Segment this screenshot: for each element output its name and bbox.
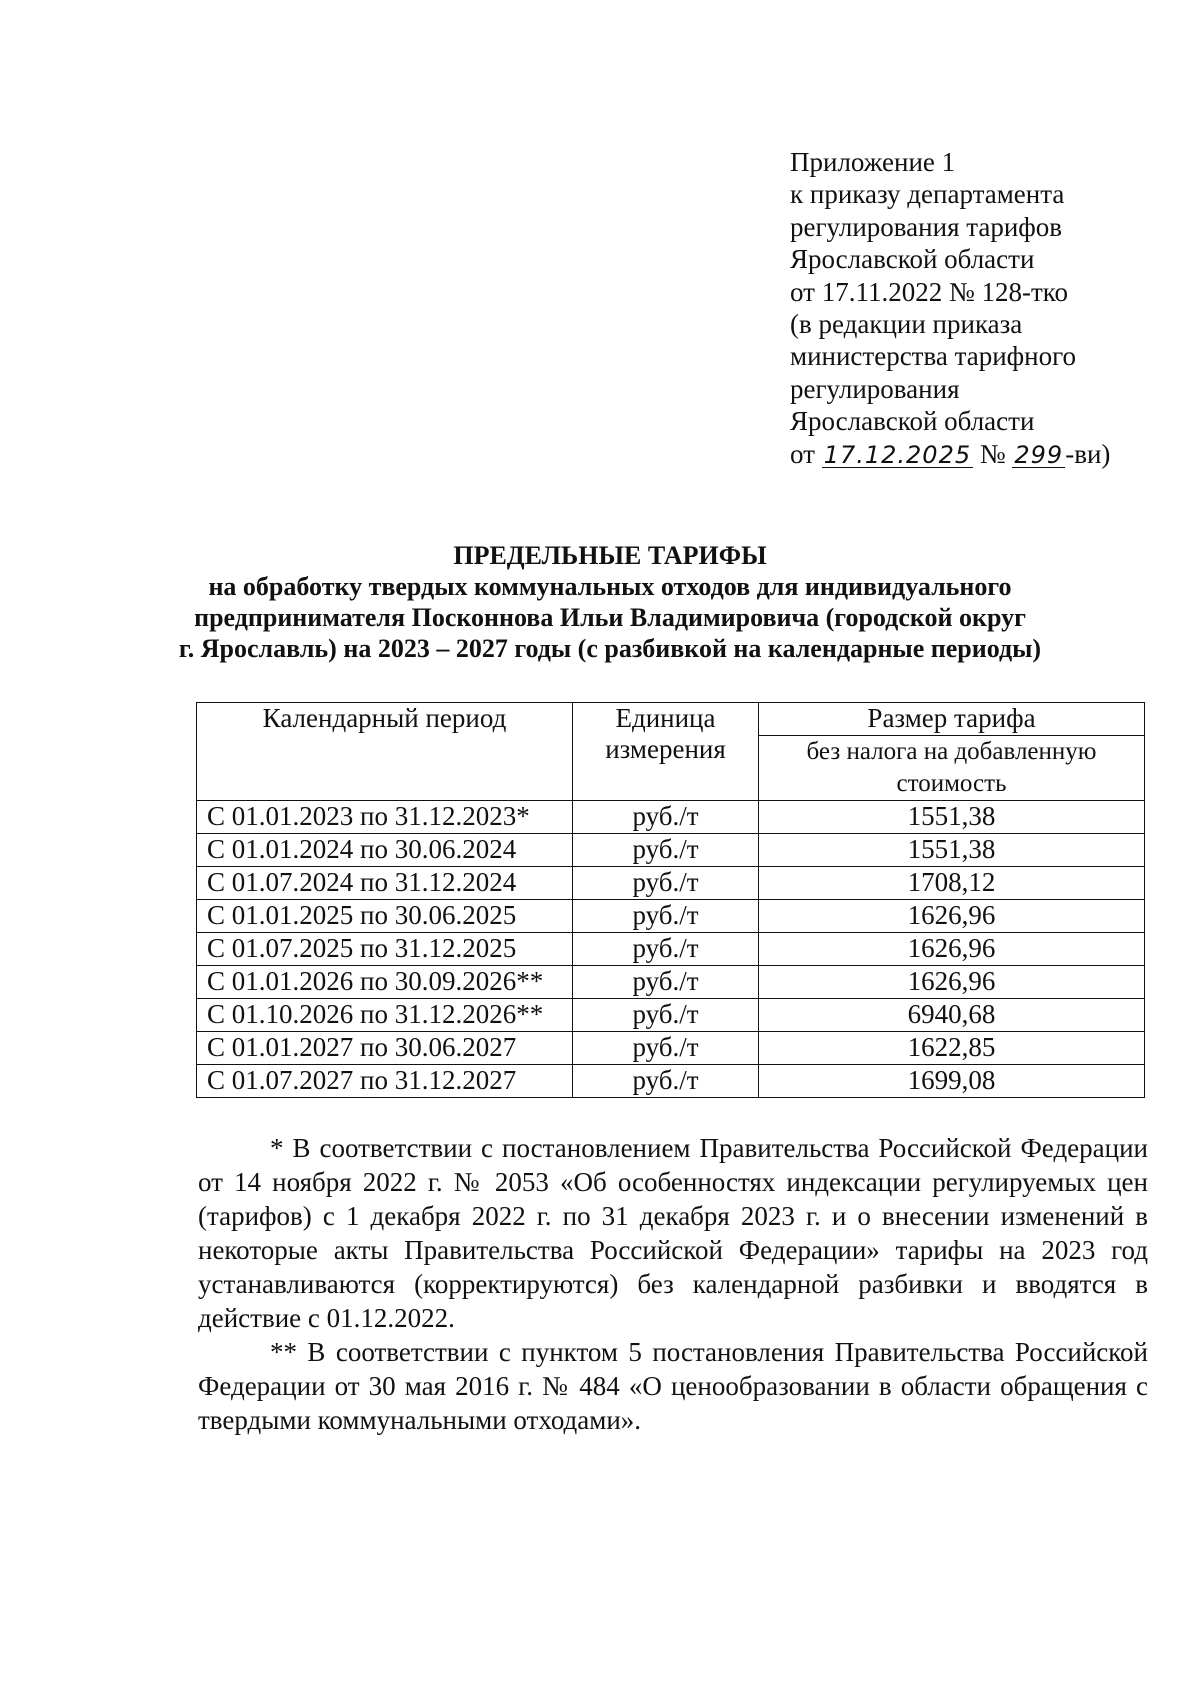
table-row [197,1032,1145,1065]
table-row [197,999,1145,1032]
cell-period: С 01.07.2025 по 31.12.2025 [197,933,573,966]
cell-unit: руб./т [573,1032,759,1065]
header-rate-sub: без налога на добавленную стоимость [759,736,1145,801]
cell-unit: руб./т [573,834,759,867]
table-row [197,1065,1145,1098]
cell-period: С 01.07.2024 по 31.12.2024 [197,867,573,900]
cell-period: С 01.01.2024 по 30.06.2024 [197,834,573,867]
cell-period: С 01.01.2025 по 30.06.2025 [197,900,573,933]
cell-period: С 01.01.2026 по 30.09.2026** [197,966,573,999]
header-rate: Размер тарифа [759,703,1145,736]
cell-value: 1699,08 [759,1065,1145,1098]
header-period: Календарный период [197,703,573,801]
appendix-block [790,146,1110,470]
footnote-1: * В соответствии с постановлением Правительства Российской Федерации от 14 ноября 2022 г. № 2053 «Об особенностях индексации регулируемых цен (тарифов) с 1 декабря 2022 г. по 31 декабря 2023 г. и о внесении изменений в некоторые акты Правительства Российской Федерации» тарифы на 2023 год устанавливаются (корректируются) без календарной разбивки и вводятся в действие с 01.12.2022. [198,1133,1148,1333]
cell-value: 6940,68 [759,999,1145,1032]
table-row [197,933,1145,966]
cell-unit: руб./т [573,999,759,1032]
appendix-line: Ярославской области [790,406,1035,437]
appendix-line: от 17.11.2022 № 128-тко [790,276,1068,307]
cell-period: С 01.01.2027 по 30.06.2027 [197,1032,573,1065]
tariff-table [196,702,1145,1098]
date-prefix: от [790,438,815,469]
cell-period: С 01.07.2027 по 31.12.2027 [197,1065,573,1098]
number-suffix: -ви) [1065,438,1111,469]
document-title [170,540,1050,664]
footnotes [198,1131,1148,1437]
appendix-line: регулирования [790,373,960,404]
title-line: предпринимателя Посконнова Ильи Владимировича (городской округ [194,603,1026,632]
cell-unit: руб./т [573,933,759,966]
cell-unit: руб./т [573,900,759,933]
title-line: г. Ярославль) на 2023 – 2027 годы (с разбивкой на календарные периоды) [178,634,1042,663]
cell-unit: руб./т [573,966,759,999]
appendix-line: Ярославской области [790,244,1035,275]
appendix-line: (в редакции приказа [790,309,1023,340]
cell-value: 1551,38 [759,801,1145,834]
table-row [197,801,1145,834]
cell-value: 1708,12 [759,867,1145,900]
footnote-2: ** В соответствии с пунктом 5 постановления Правительства Российской Федерации от 30 мая 2016 г. № 484 «О ценообразовании в области обращения с твердыми коммунальными отходами». [198,1337,1148,1435]
table-header-row [197,703,1145,736]
cell-period: С 01.10.2026 по 31.12.2026** [197,999,573,1032]
appendix-line: Приложение 1 [790,147,956,177]
cell-value: 1626,96 [759,966,1145,999]
number-sign: № [979,438,1006,469]
title-line: на обработку твердых коммунальных отходов для индивидуального [208,572,1012,601]
appendix-line: регулирования тарифов [790,211,1063,242]
header-unit: Единица измерения [573,703,759,801]
cell-value: 1551,38 [759,834,1145,867]
table-row [197,966,1145,999]
cell-value: 1622,85 [759,1032,1145,1065]
appendix-line: к приказу департамента [790,179,1065,210]
cell-unit: руб./т [573,1065,759,1098]
cell-value: 1626,96 [759,900,1145,933]
cell-period: С 01.01.2023 по 31.12.2023* [197,801,573,834]
title-line: ПРЕДЕЛЬНЫЕ ТАРИФЫ [453,541,767,570]
cell-unit: руб./т [573,801,759,834]
table-row [197,867,1145,900]
appendix-signature-line [790,438,1110,470]
handwritten-number: 299 [1014,440,1064,469]
appendix-line: министерства тарифного [790,341,1077,372]
handwritten-date: 17.12.2025 [823,440,972,469]
table-row [197,834,1145,867]
table-row [197,900,1145,933]
cell-unit: руб./т [573,867,759,900]
cell-value: 1626,96 [759,933,1145,966]
